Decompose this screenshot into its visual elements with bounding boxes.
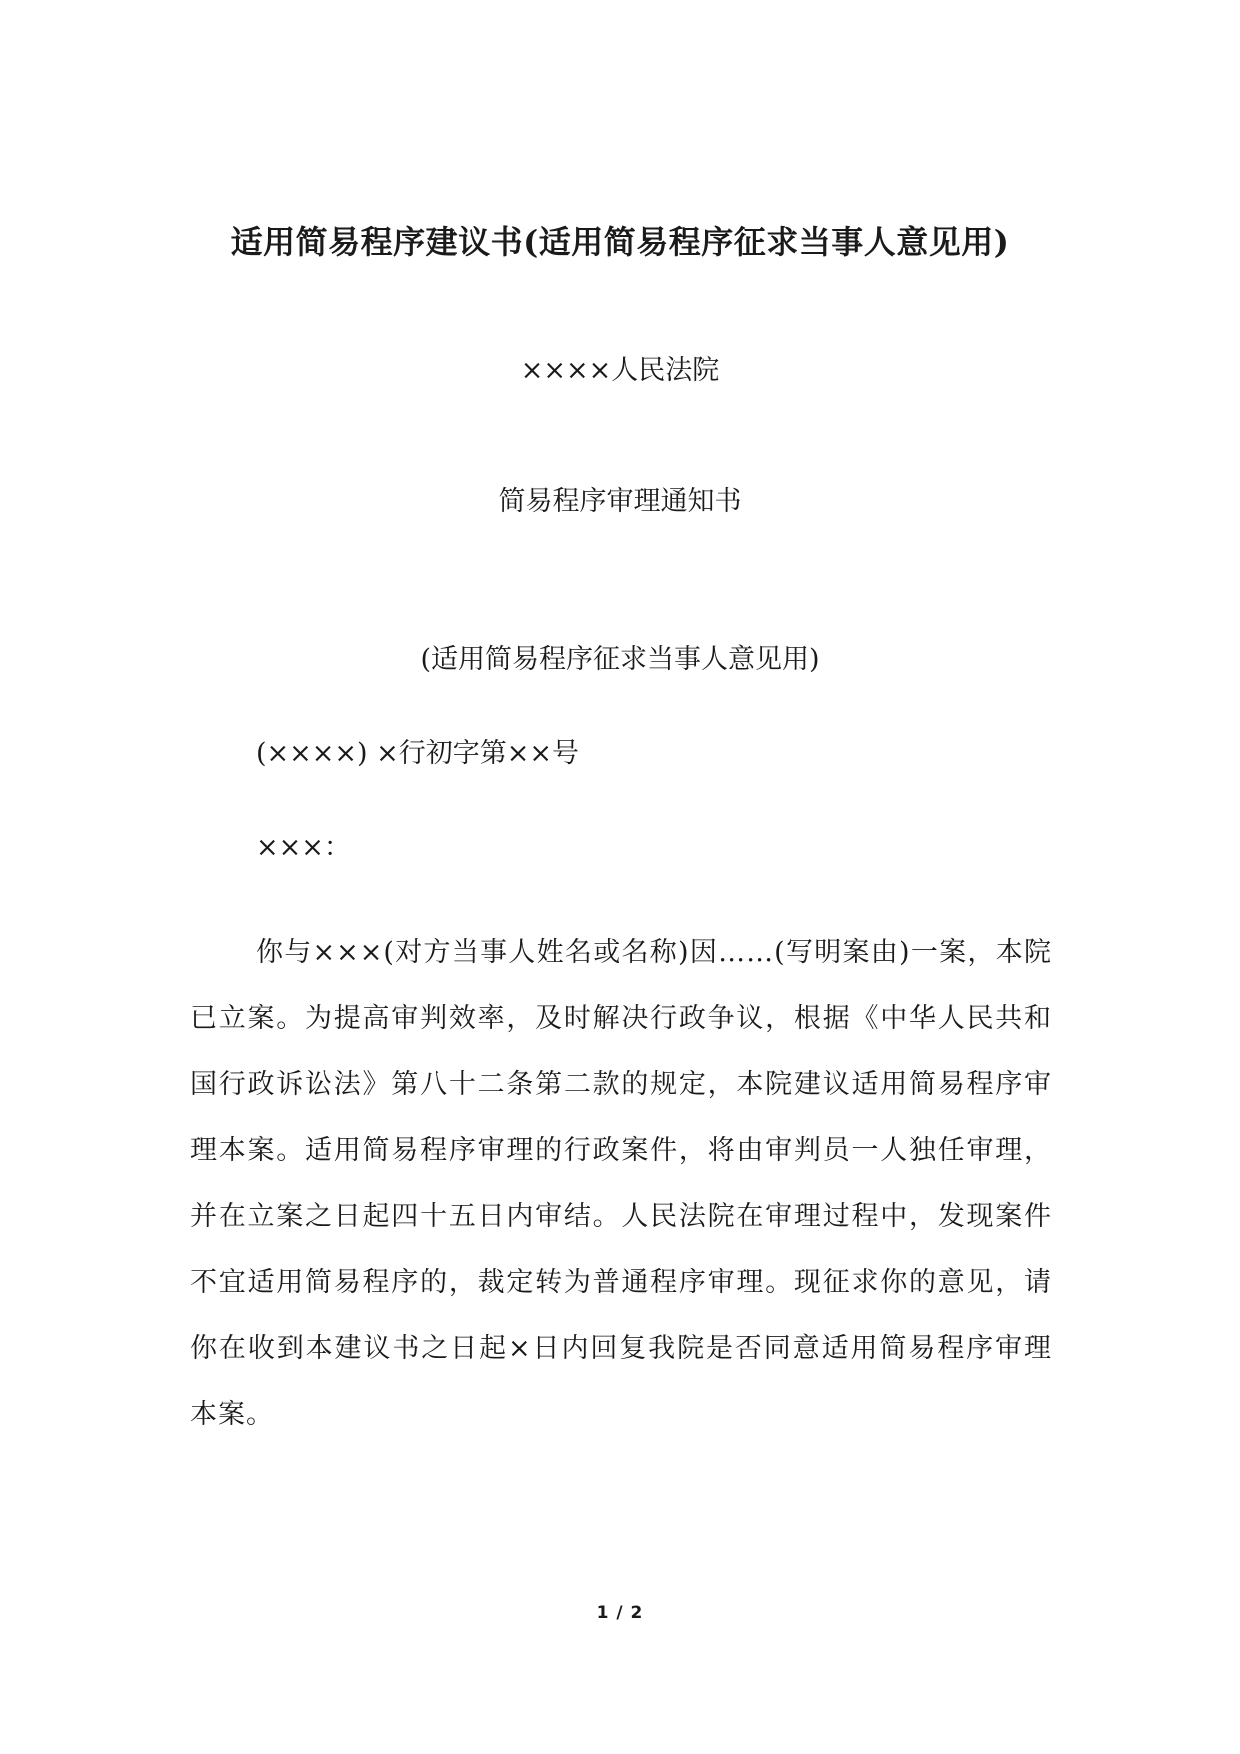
purpose-note: (适用简易程序征求当事人意见用) — [420, 644, 820, 675]
notice-title: 简易程序审理通知书 — [498, 486, 742, 517]
case-number: (××××) ×行初字第××号 — [256, 738, 580, 769]
court-name: ××××人民法院 — [520, 355, 720, 386]
addressee: ×××： — [256, 832, 351, 863]
page-number: 1 / 2 — [596, 1603, 644, 1623]
body-paragraph: 你与×××(对方当事人姓名或名称)因……(写明案由)一案，本院已立案。为提高审判效率，及时解决行政争议，根据《中华人民共和国行政诉讼法》第八十二条第二款的规定，本院建议适用简易程序审理本案。适用简易程序审理的行政案件，将由审判员一人独任审理，并在立案之日起四十五日内审结。人民法院在审理过程中，发现案件不宜适用简易程序的，裁定转为普通程序审理。现征求你的意见，请你在收到本建议书之日起×日内回复我院是否同意适用简易程序审理本案。 — [190, 937, 1052, 1430]
document-title: 适用简易程序建议书(适用简易程序征求当事人意见用) — [230, 223, 1010, 261]
